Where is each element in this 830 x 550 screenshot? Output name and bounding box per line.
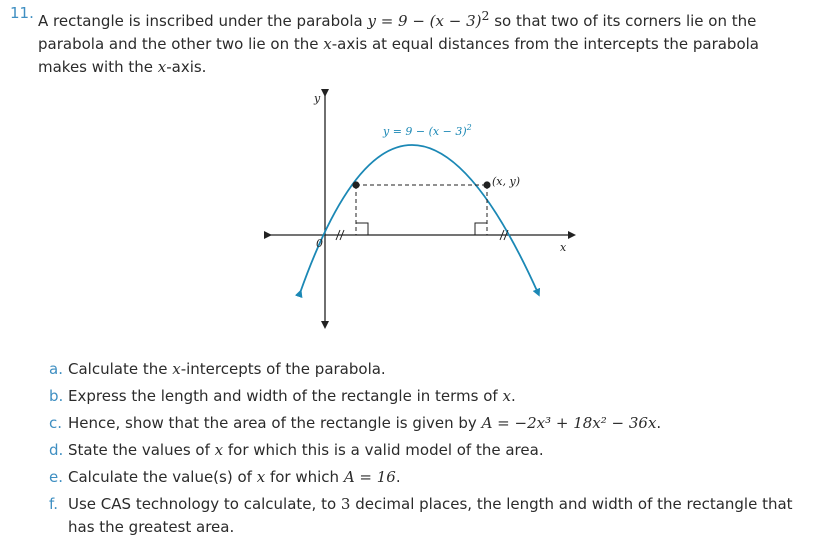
part-f — [49, 493, 819, 539]
x-axis-label: x — [560, 241, 567, 254]
stem-text: -axis at equal distances from the intercepts the parabola makes with the — [38, 35, 759, 76]
part-text: . — [395, 468, 401, 486]
math-x: x — [214, 441, 224, 459]
part-d — [49, 439, 819, 462]
area-value-equation: A = 16 — [343, 468, 396, 486]
question-number: 11. — [10, 4, 34, 22]
equation-exponent: 2 — [481, 8, 490, 23]
stem-text: A rectangle is inscribed under the parabola — [38, 12, 368, 30]
part-a — [49, 358, 819, 381]
corner-point-right — [483, 181, 490, 188]
part-text: . — [656, 414, 662, 432]
part-c — [49, 412, 819, 435]
math-x: x — [172, 360, 181, 378]
question-stem — [38, 4, 808, 79]
part-label: c. — [49, 414, 63, 432]
part-text: decimal places, the length and width of the rectangle that has the greatest area. — [68, 495, 793, 536]
part-label: a. — [49, 360, 63, 378]
math-x: x — [323, 35, 332, 53]
part-e — [49, 466, 819, 489]
curve-label: $y = 9 - (x - 3)^2$ — [383, 123, 472, 138]
part-label: d. — [49, 441, 64, 459]
parabola-figure — [250, 85, 590, 330]
parabola-curve — [300, 145, 538, 293]
part-label: e. — [49, 468, 63, 486]
part-text: Hence, show that the area of the rectangle is given by — [68, 414, 482, 432]
part-text: Use CAS technology to calculate, to — [68, 495, 341, 513]
part-label: b. — [49, 387, 64, 405]
area-equation: A = −2x³ + 18x² − 36x — [481, 414, 657, 432]
part-text: Express the length and width of the rectangle in terms of — [68, 387, 503, 405]
question-parts — [49, 358, 819, 543]
origin-label: 0 — [316, 237, 323, 250]
part-text: -intercepts of the parabola. — [180, 360, 386, 378]
math-x: x — [157, 58, 167, 76]
part-label: f. — [49, 495, 58, 513]
stem-text: so that two of its corners lie on the parabola and the other two lie on the — [38, 12, 757, 53]
part-b — [49, 385, 819, 408]
inscribed-rectangle — [356, 185, 487, 235]
point-label: (x, y) — [492, 175, 520, 188]
math-x: x — [502, 387, 511, 405]
part-text: . — [510, 387, 516, 405]
part-text: Calculate the — [68, 360, 173, 378]
part-text: for which this is a valid model of the area. — [223, 441, 544, 459]
part-text: Calculate the value(s) of — [68, 468, 257, 486]
y-axis-label: y — [314, 92, 321, 105]
parabola-equation: y = 9 − (x − 3) — [367, 12, 482, 30]
part-text: for which — [265, 468, 344, 486]
stem-text: -axis. — [166, 58, 207, 76]
right-angle-marker-right — [475, 223, 487, 235]
math-x: x — [256, 468, 266, 486]
corner-point-left — [352, 181, 359, 188]
decimal-places-number: 3 — [340, 495, 351, 513]
right-angle-marker-left — [356, 223, 368, 235]
part-text: State the values of — [68, 441, 215, 459]
